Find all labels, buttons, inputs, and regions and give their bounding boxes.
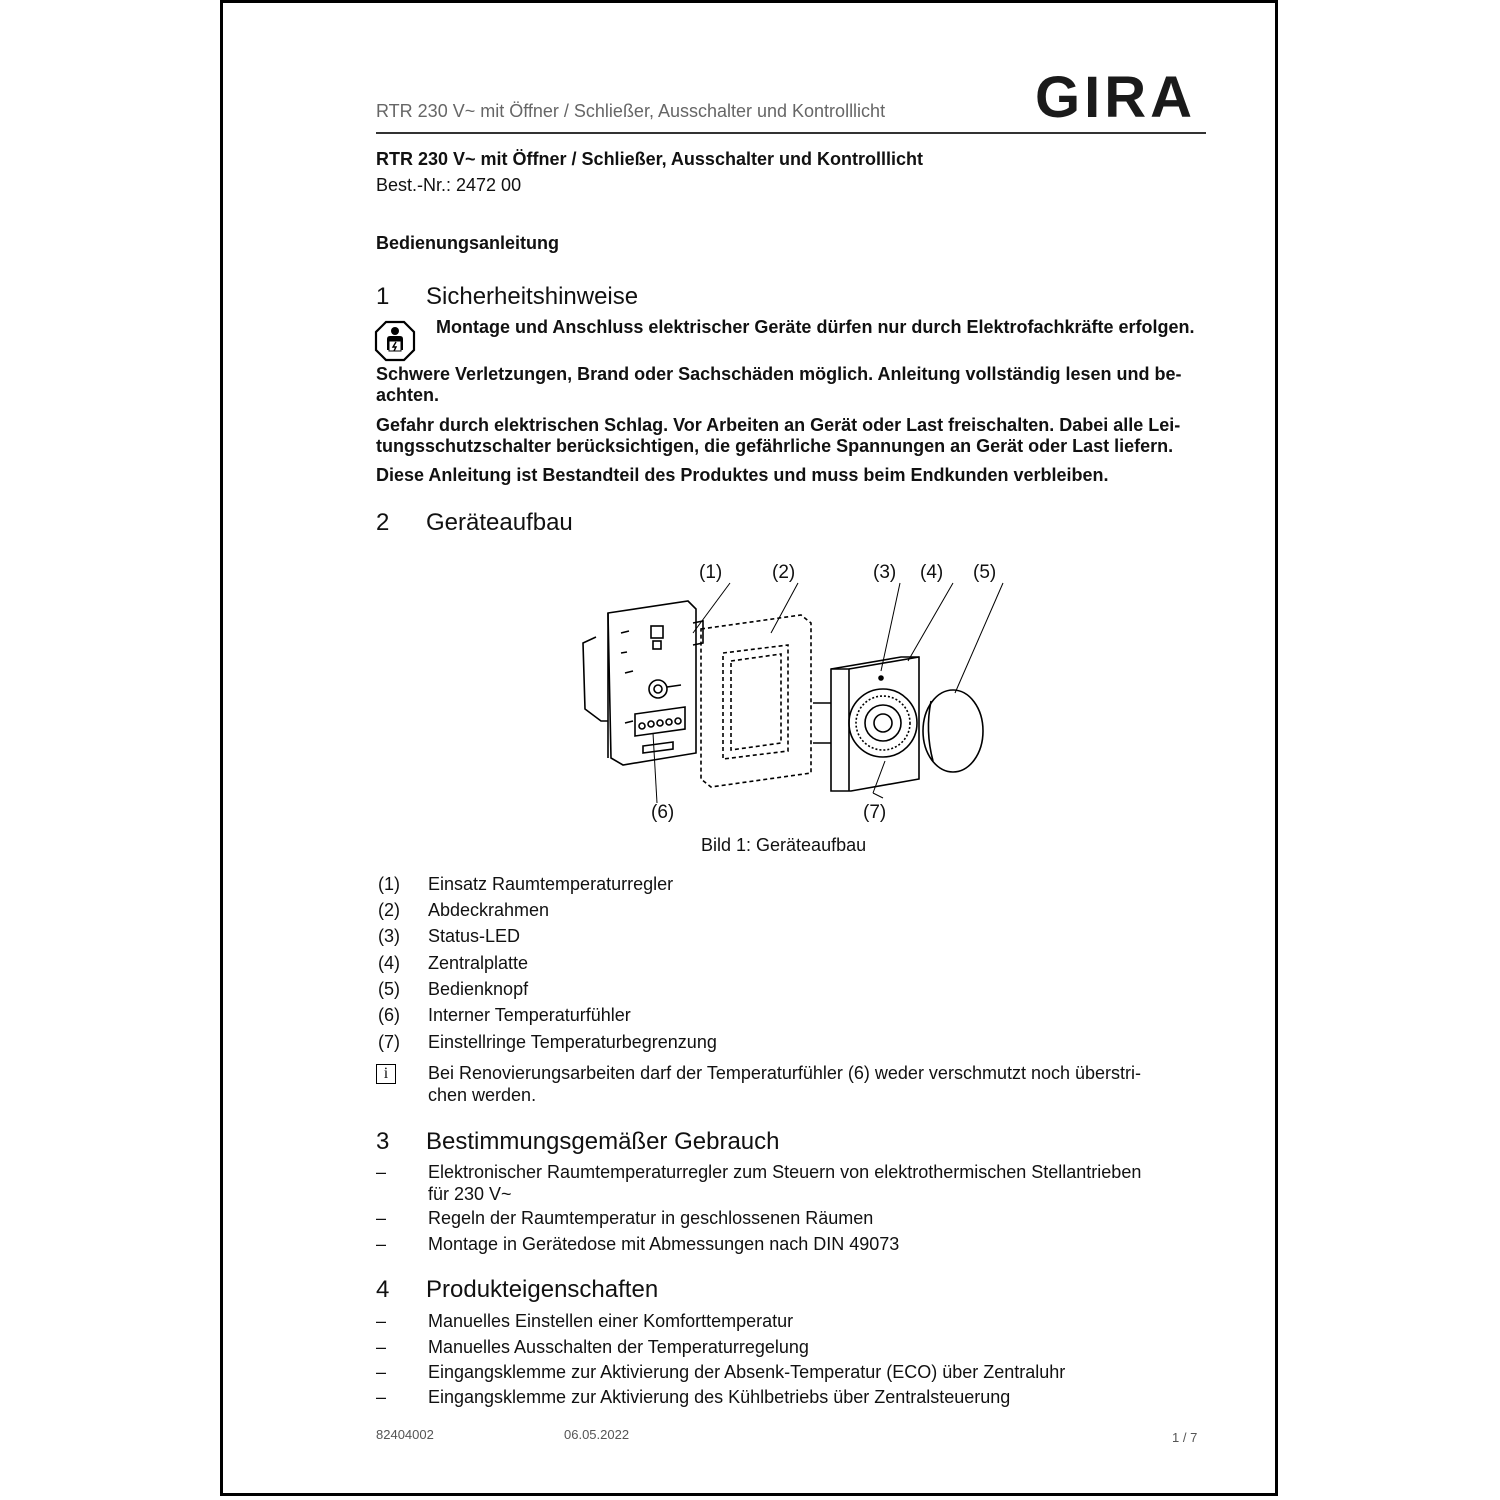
property-1: Manuelles Einstellen einer Komforttemperatur <box>428 1311 794 1331</box>
safety-paragraph-2-line-2: tungsschutzschalter berücksichtigen, die gefährliche Spannungen an Gerät oder Last liefern. <box>376 436 1174 456</box>
header-title: RTR 230 V~ mit Öffner / Schließer, Ausschalter und Kontrolllicht <box>376 101 886 121</box>
section-1-title: Sicherheitshinweise <box>426 283 639 310</box>
part-3-label: Status-LED <box>428 926 521 946</box>
order-number: Best.-Nr.: 2472 00 <box>376 175 522 195</box>
usage-item-3: Montage in Gerätedose mit Abmessungen nach DIN 49073 <box>428 1234 900 1254</box>
property-2-dash: – <box>376 1337 387 1357</box>
device-exploded-drawing <box>563 553 1023 833</box>
part-1-number: (1) <box>378 874 400 894</box>
section-4-title: Produkteigenschaften <box>426 1276 659 1303</box>
part-4-label: Zentralplatte <box>428 953 529 973</box>
document-type: Bedienungsanleitung <box>376 233 560 253</box>
property-2: Manuelles Ausschalten der Temperaturregelung <box>428 1337 809 1357</box>
info-note-text <box>428 1062 1141 1106</box>
section-1-number: 1 <box>376 283 390 310</box>
callout-1: (1) <box>699 562 723 583</box>
property-3: Eingangsklemme zur Aktivierung der Absenk-Temperatur (ECO) über Zentraluhr <box>428 1362 1066 1382</box>
safety-paragraph-3: Diese Anleitung ist Bestandteil des Produktes und muss beim Endkunden verbleiben. <box>376 465 1109 485</box>
usage-item-3-dash: – <box>376 1234 387 1254</box>
usage-item-1-line-2: für 230 V~ <box>428 1184 512 1204</box>
document-page <box>220 0 1278 1496</box>
gira-logo: GIRA <box>1035 65 1196 130</box>
property-1-dash: – <box>376 1311 387 1331</box>
info-note-line-2: chen werden. <box>428 1085 537 1105</box>
part-2-label: Abdeckrahmen <box>428 900 550 920</box>
footer-date: 06.05.2022 <box>564 1427 630 1442</box>
part-5-label: Bedienknopf <box>428 979 529 999</box>
safety-paragraph-1-line-1: Schwere Verletzungen, Brand oder Sachschäden möglich. Anleitung vollständig lesen und be- <box>376 364 1182 384</box>
part-4-number: (4) <box>378 953 400 973</box>
part-2-number: (2) <box>378 900 400 920</box>
usage-item-2-dash: – <box>376 1208 387 1228</box>
info-note-line-1: Bei Renovierungsarbeiten darf der Temperaturfühler (6) weder verschmutzt noch überstri- <box>428 1063 1142 1083</box>
callout-6: (6) <box>651 802 675 823</box>
usage-item-1-line-1: Elektronischer Raumtemperaturregler zum Steuern von elektrothermischen Stellantrieben <box>428 1162 1142 1182</box>
usage-item-2: Regeln der Raumtemperatur in geschlossenen Räumen <box>428 1208 874 1228</box>
part-5-number: (5) <box>378 979 400 999</box>
section-3-number: 3 <box>376 1128 390 1155</box>
safety-warning: Montage und Anschluss elektrischer Geräte dürfen nur durch Elektrofachkräfte erfolgen. <box>436 317 1195 337</box>
part-6-number: (6) <box>378 1005 400 1025</box>
property-4: Eingangsklemme zur Aktivierung des Kühlbetriebs über Zentralsteuerung <box>428 1387 1011 1407</box>
part-3-number: (3) <box>378 926 400 946</box>
usage-item-1 <box>428 1161 1141 1205</box>
section-2-title: Geräteaufbau <box>426 509 573 536</box>
section-2-number: 2 <box>376 509 390 536</box>
property-4-dash: – <box>376 1387 387 1407</box>
part-6-label: Interner Temperaturfühler <box>428 1005 631 1025</box>
safety-paragraph-1 <box>376 364 1206 406</box>
callout-5: (5) <box>973 562 997 583</box>
device-assembly-figure <box>563 553 1023 833</box>
safety-paragraph-1-line-2: achten. <box>376 385 440 405</box>
property-3-dash: – <box>376 1362 387 1382</box>
safety-paragraph-2-line-1: Gefahr durch elektrischen Schlag. Vor Arbeiten an Gerät oder Last freischalten. Dabei alle Lei- <box>376 415 1181 435</box>
safety-paragraph-2 <box>376 415 1206 457</box>
electrician-icon <box>374 320 416 362</box>
part-1-label: Einsatz Raumtemperaturregler <box>428 874 674 894</box>
figure-caption: Bild 1: Geräteaufbau <box>701 835 867 855</box>
part-7-label: Einstellringe Temperaturbegrenzung <box>428 1032 717 1052</box>
callout-4: (4) <box>920 562 944 583</box>
callout-3: (3) <box>873 562 897 583</box>
section-4-number: 4 <box>376 1276 390 1303</box>
header-divider <box>376 132 1206 134</box>
footer-doc-number: 82404002 <box>376 1427 434 1442</box>
callout-2: (2) <box>772 562 796 583</box>
info-icon: i <box>376 1064 396 1084</box>
section-3-title: Bestimmungsgemäßer Gebrauch <box>426 1128 780 1155</box>
part-7-number: (7) <box>378 1032 400 1052</box>
product-title: RTR 230 V~ mit Öffner / Schließer, Ausschalter und Kontrolllicht <box>376 149 923 169</box>
footer-page-number: 1 / 7 <box>1172 1430 1198 1445</box>
callout-7: (7) <box>863 802 887 823</box>
usage-item-1-dash: – <box>376 1162 387 1182</box>
